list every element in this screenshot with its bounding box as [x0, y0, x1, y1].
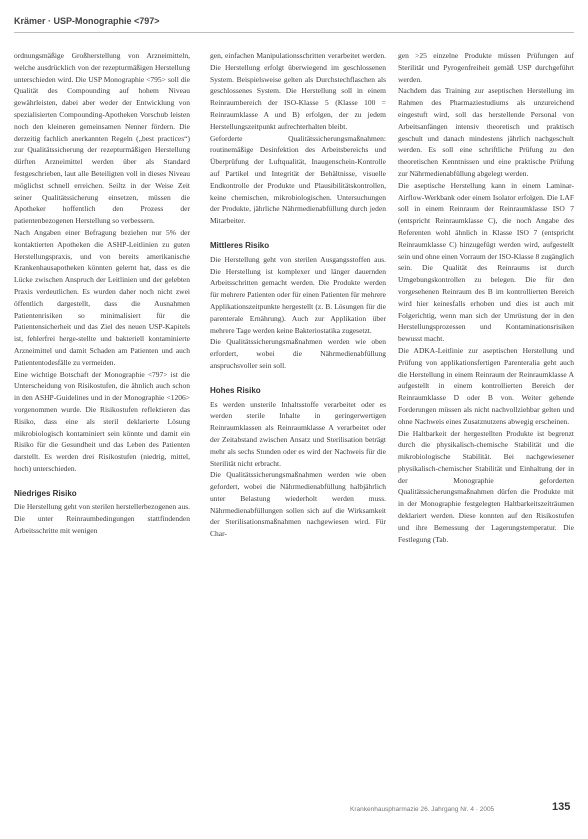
section-heading-low-risk: Niedriges Risiko [14, 488, 77, 498]
paragraph: Die Haltbarkeit der hergestellten Produkte ist begrenzt durch die physikalisch-chemische Stabilität und die mikrobiologische Stabilität. Bei nachgewiesener physikalisch-chemischer Stabilität und Einhaltung der in der Monographie geforderten Qualitätssicherungsmaßnahmen dürfen die Produkte mit in der Monographie festgelegten Haltbarkeitszeiträumen deklariert werden. Diese konnten auf den Risikostufen und ihre Bemessung der Lagerungstemperatur. Die Festlegung (Tab. [398, 428, 574, 544]
paragraph: Geforderte Qualitätssicherungsmaßnahmen: routinemäßige Desinfektion des Arbeitsbereichs und Überprüfung der Luftqualität, Inaugenschein-Kontrolle auf Partikel und Integrität der Behältnisse, visuelle Endkontrolle der Produkte und Plausibilitätskontrollen, keine chemischen, mikrobiologischen. Untersuchungen der Produkte, jährliche Nährmedienabfüllung durch jeden Mitarbeiter. [210, 133, 386, 226]
section-heading-high-risk: Hohes Risiko [210, 385, 261, 395]
header-rule [14, 32, 574, 33]
paragraph: Die Qualitätssicherungsmaßnahmen werden wie oben erfordert, wobei die Nährmedienabfüllung anspruchsvoller sein soll. [210, 337, 386, 370]
section-heading-medium-risk: Mittleres Risiko [210, 240, 270, 250]
text-column-left [14, 50, 190, 537]
paragraph: Es werden unsterile Inhaltsstoffe verarbeitet oder es werden sterile Inhalte in geringerwertigen Reinraumklassen als Reinraumklasse A verarbeitet oder der Zeitabstand zwischen Ansatz und Sterilisation beträgt mehr als sechs Stunden oder es wird der Nachweis für die Sterilität nicht erbracht. [210, 399, 386, 468]
paragraph: Die Herstellung geht von sterilen herstellerbezogenen aus. Die unter Reinraumbedingungen stattfindenden Arbeitsschritte mit wenigen [14, 502, 190, 536]
paragraph: Die Qualitätssicherungsmaßnahmen werden wie oben gefordert, wobei die Nährmedienabfüllung halbjährlich unter Belastung wiederholt werden muss. Nährmedienabfüllungen sollen sich auf die Wirksamkeit der Sterilisationsmaßnahmen nachgewiesen wird. Für Char- [210, 470, 386, 539]
page-number: 135 [552, 801, 571, 813]
paragraph: Nachdem das Training zur aseptischen Herstellung im Rahmen des Pharmaziestudiums als unzureichend eingestuft wird, soll das herstellende Personal von Arbeitsanfängen intensiv theoretisch und praktisch geschult und danach mindestens jährlich nachgeschult werden. Es soll eine schriftliche Prüfung zu den theoretischen Kenntnissen und eine praktische Prüfung zur Nährmedienabfüllung abgelegt werden. [398, 86, 574, 178]
text-column-middle [210, 50, 386, 540]
journal-footer: Krankenhauspharmazie 26. Jahrgang Nr. 4 · 2005 [350, 806, 495, 813]
running-head: Krämer · USP-Monographie <797> [14, 16, 160, 26]
paragraph: Die Herstellung geht von sterilen Ausgangsstoffen aus. Die Herstellung ist komplexer und länger dauernden Arbeitsschritten gemacht werden. Die Produkte werden für mehrere Patienten oder für einen Patienten für mehrere Applikationszeitpunkte hergestellt (z. B. Lösungen für die parenterale Ernährung). Auch zur Applikation über mehrere Tage werden keine Bakteriostatika zugesetzt. [210, 254, 386, 335]
paragraph: gen >25 einzelne Produkte müssen Prüfungen auf Sterilität und Pyrogenfreiheit gemäß USP durchgeführt werden. [398, 51, 574, 84]
paragraph: ordnungsmäßige Großherstellung von Arzneimitteln, welche ausdrücklich von der rezepturmäßigen Herstellung unterschieden wird. Die USP Monographie <795> soll die Qualität des Compounding auf hohem Niveau gewährleisten, dabei aber weder der Entwicklung von spezialisierten Compounding-Apotheken Vorschub leisten noch den kleineren gemeinsamen Nenner fördern. Die derzeitig fachlich anerkannten Regeln („best practices“) zur Qualitätssicherung der rezepturmäßigen Herstellung dürften Arzneimittel werden über als Standard festgeschrieben, laut alle Beteiligten voll in dieses Niveau möglichst schnell erreichen. Seiltz in der Weise Zeit seiner Qualitätssicherung einsetzen, müssen die Apotheker hoffentlich den Prozess der patientenbezogenen Herstellung so verbessern. [14, 51, 190, 226]
paragraph: gen, einfachen Manipulationsschritten verarbeitet werden. Die Herstellung erfolgt überwiegend im geschlossenen System. Beispielsweise gelten als Durchstechflaschen als geschlossenes System. Die Herstellung soll in einem Reinraumbereich der ISO-Klasse 5 (Klasse 100 = Reinraumklasse A und B) erfolgen, der zu jedem Herstellungszeitpunkt aufrechterhalten bleibt. [210, 51, 386, 131]
paragraph: Eine wichtige Botschaft der Monographie <797> ist die Unterscheidung von Risikostufen, die ähnlich auch schon in den ASHP-Guidelines und in der Monographie <1206> vorgenommen wurde. Die Risikostufen reflektieren das Risiko, dass eine als steril deklarierte Lösung mikrobiologisch kontaminiert sein könnte und damit ein Risiko für die Gesundheit und das Leben des Patienten darstellt. Es werden drei Risikostufen (niedrig, mittel, hoch) unterschieden. [14, 369, 190, 473]
paragraph: Die ADKA-Leitlinie zur aseptischen Herstellung und Prüfung von applikationsfertigen Parenteralia geht auch die Herstellung in einem Reinraum der Reinraumklasse A aufgestellt in einem kontrollierten Bereich der Reinraumklasse D oder B von. Weiter gehende Forderungen müssen als nicht nachvollziehbar gelten und ohne Nachweis eines Zusatznutzens abwegig erscheinen. [398, 345, 574, 426]
text-column-right [398, 50, 574, 545]
paragraph: Die aseptische Herstellung kann in einem Laminar-Airflow-Werkbank oder einem Isolator erfolgen. Die LAF soll in einem Reinraum der Reinraumklasse ISO 7 (entspricht Reinraumklasse C), die noch Angabe des Referenten wohl ähnlich in Klasse ISO 7 (entspricht Reinraumklasse C) hinzugefügt werden wird, aufgestellt sein und ohne einen Vorraum der ISO-Klasse 8 zugänglich sein. Die Qualität des Reinraums ist durch Umgebungskontrollen zu belegen. Die für den vorgesehenen Reinraum des B im kontrollierten Bereich wird hier keinesfalls erhoben und dies ist auch mit Folgerichtig, wenn man sich der Umrüstung der in den Herstellungsprozessen und Kontaminationsrisiken bewusst macht. [398, 180, 574, 344]
paragraph: Nach Angaben einer Befragung beziehen nur 5% der kontaktierten Apotheken die ASHP-Leitlinien zu guten Herstellungspraxis, und von bereits amerikanische Krankenhausapotheken könnten gelernt hat, dass es die Lücke zwischen Anspruch der Leitlinien und der gelebten Praxis verdeutlichen. Es wurden daher noch nicht zwei öffentlich dargestellt, dass die Ausnahmen Patientenrisiken so minimalisiert für die Patientensicherheit und das Ziel des neuen USP-Kapitels ist, fehlerfrei herge-stellte und bakteriell kontaminierte Arzneimittel und damit Schaden am Patienten und auch Patiententodesfälle zu vermeiden. [14, 227, 190, 367]
